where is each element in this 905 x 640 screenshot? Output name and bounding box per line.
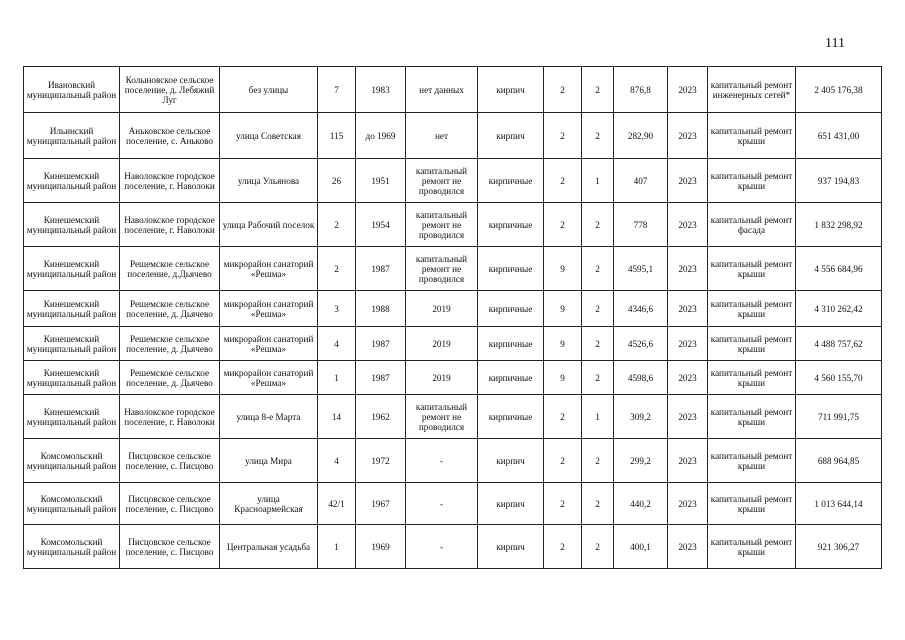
floors-cell: 2 bbox=[544, 159, 582, 203]
work-type-cell: капитальный ремонт крыши bbox=[708, 159, 796, 203]
street-cell: улица Рабочий поселок bbox=[220, 203, 318, 247]
street-cell: улица Красноармейская bbox=[220, 483, 318, 525]
area-cell: 309,2 bbox=[614, 395, 668, 439]
last-repair-cell: капитальный ремонт не проводился bbox=[406, 159, 478, 203]
settlement-cell: Решемское сельское поселение, д. Дьячево bbox=[120, 361, 220, 395]
build-year-cell: 1969 bbox=[356, 525, 406, 569]
plan-year-cell: 2023 bbox=[668, 395, 708, 439]
wall-material-cell: кирпич bbox=[478, 483, 544, 525]
plan-year-cell: 2023 bbox=[668, 291, 708, 327]
table-row bbox=[24, 291, 882, 327]
district-cell: Кинешемский муниципальный район bbox=[24, 291, 120, 327]
wall-material-cell: кирпичные bbox=[478, 159, 544, 203]
cost-cell: 4 488 757,62 bbox=[796, 327, 882, 361]
district-cell: Комсомольский муниципальный район bbox=[24, 483, 120, 525]
settlement-cell: Наволокское городское поселение, г. Наволоки bbox=[120, 203, 220, 247]
last-repair-cell: капитальный ремонт не проводился bbox=[406, 395, 478, 439]
work-type-cell: капитальный ремонт крыши bbox=[708, 361, 796, 395]
build-year-cell: 1987 bbox=[356, 247, 406, 291]
street-cell: улица 8-е Марта bbox=[220, 395, 318, 439]
area-cell: 778 bbox=[614, 203, 668, 247]
entrances-cell: 1 bbox=[582, 395, 614, 439]
street-cell: улица Ульянова bbox=[220, 159, 318, 203]
table-row bbox=[24, 439, 882, 483]
street-cell: микрорайон санаторий «Решма» bbox=[220, 247, 318, 291]
table-row bbox=[24, 525, 882, 569]
area-cell: 400,1 bbox=[614, 525, 668, 569]
work-type-cell: капитальный ремонт крыши bbox=[708, 483, 796, 525]
last-repair-cell: - bbox=[406, 483, 478, 525]
table-row bbox=[24, 203, 882, 247]
street-cell: улица Мира bbox=[220, 439, 318, 483]
house-number-cell: 1 bbox=[318, 525, 356, 569]
house-number-cell: 115 bbox=[318, 113, 356, 159]
area-cell: 4598,6 bbox=[614, 361, 668, 395]
area-cell: 299,2 bbox=[614, 439, 668, 483]
cost-cell: 1 013 644,14 bbox=[796, 483, 882, 525]
floors-cell: 2 bbox=[544, 395, 582, 439]
plan-year-cell: 2023 bbox=[668, 483, 708, 525]
work-type-cell: капитальный ремонт фасада bbox=[708, 203, 796, 247]
plan-year-cell: 2023 bbox=[668, 247, 708, 291]
house-number-cell: 1 bbox=[318, 361, 356, 395]
build-year-cell: 1983 bbox=[356, 67, 406, 113]
cost-cell: 921 306,27 bbox=[796, 525, 882, 569]
build-year-cell: 1951 bbox=[356, 159, 406, 203]
build-year-cell: 1988 bbox=[356, 291, 406, 327]
work-type-cell: капитальный ремонт крыши bbox=[708, 327, 796, 361]
build-year-cell: 1967 bbox=[356, 483, 406, 525]
entrances-cell: 2 bbox=[582, 67, 614, 113]
table-row bbox=[24, 67, 882, 113]
work-type-cell: капитальный ремонт крыши bbox=[708, 113, 796, 159]
wall-material-cell: кирпич bbox=[478, 525, 544, 569]
cost-cell: 1 832 298,92 bbox=[796, 203, 882, 247]
settlement-cell: Аньковское сельское поселение, с. Аньково bbox=[120, 113, 220, 159]
last-repair-cell: нет данных bbox=[406, 67, 478, 113]
street-cell: микрорайон санаторий «Решма» bbox=[220, 291, 318, 327]
district-cell: Кинешемский муниципальный район bbox=[24, 203, 120, 247]
settlement-cell: Писцовское сельское поселение, с. Писцово bbox=[120, 483, 220, 525]
street-cell: Центральная усадьба bbox=[220, 525, 318, 569]
floors-cell: 9 bbox=[544, 361, 582, 395]
floors-cell: 2 bbox=[544, 525, 582, 569]
area-cell: 4346,6 bbox=[614, 291, 668, 327]
wall-material-cell: кирпичные bbox=[478, 395, 544, 439]
floors-cell: 9 bbox=[544, 247, 582, 291]
plan-year-cell: 2023 bbox=[668, 525, 708, 569]
cost-cell: 4 310 262,42 bbox=[796, 291, 882, 327]
work-type-cell: капитальный ремонт крыши bbox=[708, 395, 796, 439]
plan-year-cell: 2023 bbox=[668, 203, 708, 247]
work-type-cell: капитальный ремонт инженерных сетей* bbox=[708, 67, 796, 113]
housing-repair-table bbox=[23, 66, 882, 569]
page-number: 111 bbox=[825, 36, 845, 51]
cost-cell: 2 405 176,38 bbox=[796, 67, 882, 113]
plan-year-cell: 2023 bbox=[668, 361, 708, 395]
cost-cell: 688 964,85 bbox=[796, 439, 882, 483]
cost-cell: 4 560 155,70 bbox=[796, 361, 882, 395]
wall-material-cell: кирпичные bbox=[478, 291, 544, 327]
work-type-cell: капитальный ремонт крыши bbox=[708, 525, 796, 569]
house-number-cell: 2 bbox=[318, 247, 356, 291]
last-repair-cell: капитальный ремонт не проводился bbox=[406, 247, 478, 291]
work-type-cell: капитальный ремонт крыши bbox=[708, 247, 796, 291]
settlement-cell: Колыновское сельское поселение, д. Лебяжий Луг bbox=[120, 67, 220, 113]
build-year-cell: 1954 bbox=[356, 203, 406, 247]
settlement-cell: Писцовское сельское поселение, с. Писцово bbox=[120, 439, 220, 483]
wall-material-cell: кирпич bbox=[478, 113, 544, 159]
last-repair-cell: нет bbox=[406, 113, 478, 159]
table-row bbox=[24, 483, 882, 525]
last-repair-cell: 2019 bbox=[406, 361, 478, 395]
build-year-cell: 1962 bbox=[356, 395, 406, 439]
district-cell: Комсомольский муниципальный район bbox=[24, 439, 120, 483]
build-year-cell: 1987 bbox=[356, 327, 406, 361]
wall-material-cell: кирпичные bbox=[478, 203, 544, 247]
cost-cell: 711 991,75 bbox=[796, 395, 882, 439]
last-repair-cell: - bbox=[406, 439, 478, 483]
area-cell: 282,90 bbox=[614, 113, 668, 159]
street-cell: улица Советская bbox=[220, 113, 318, 159]
settlement-cell: Наволокское городское поселение, г. Наволоки bbox=[120, 159, 220, 203]
floors-cell: 2 bbox=[544, 439, 582, 483]
area-cell: 876,8 bbox=[614, 67, 668, 113]
settlement-cell: Писцовское сельское поселение, с. Писцово bbox=[120, 525, 220, 569]
house-number-cell: 3 bbox=[318, 291, 356, 327]
area-cell: 440,2 bbox=[614, 483, 668, 525]
floors-cell: 9 bbox=[544, 291, 582, 327]
table-row bbox=[24, 113, 882, 159]
entrances-cell: 2 bbox=[582, 113, 614, 159]
entrances-cell: 1 bbox=[582, 159, 614, 203]
plan-year-cell: 2023 bbox=[668, 439, 708, 483]
entrances-cell: 2 bbox=[582, 439, 614, 483]
settlement-cell: Решемское сельское поселение, д. Дьячево bbox=[120, 291, 220, 327]
cost-cell: 4 556 684,96 bbox=[796, 247, 882, 291]
house-number-cell: 2 bbox=[318, 203, 356, 247]
wall-material-cell: кирпич bbox=[478, 439, 544, 483]
table-row bbox=[24, 361, 882, 395]
district-cell: Кинешемский муниципальный район bbox=[24, 327, 120, 361]
wall-material-cell: кирпичные bbox=[478, 361, 544, 395]
last-repair-cell: 2019 bbox=[406, 327, 478, 361]
table-row bbox=[24, 395, 882, 439]
district-cell: Комсомольский муниципальный район bbox=[24, 525, 120, 569]
wall-material-cell: кирпич bbox=[478, 67, 544, 113]
table-row bbox=[24, 327, 882, 361]
table-row bbox=[24, 247, 882, 291]
wall-material-cell: кирпичные bbox=[478, 327, 544, 361]
settlement-cell: Наволокское городское поселение, г. Наволоки bbox=[120, 395, 220, 439]
house-number-cell: 14 bbox=[318, 395, 356, 439]
area-cell: 4526,6 bbox=[614, 327, 668, 361]
entrances-cell: 2 bbox=[582, 203, 614, 247]
plan-year-cell: 2023 bbox=[668, 113, 708, 159]
floors-cell: 9 bbox=[544, 327, 582, 361]
build-year-cell: до 1969 bbox=[356, 113, 406, 159]
district-cell: Ивановский муниципальный район bbox=[24, 67, 120, 113]
cost-cell: 937 194,83 bbox=[796, 159, 882, 203]
floors-cell: 2 bbox=[544, 483, 582, 525]
district-cell: Кинешемский муниципальный район bbox=[24, 247, 120, 291]
entrances-cell: 2 bbox=[582, 525, 614, 569]
house-number-cell: 4 bbox=[318, 439, 356, 483]
settlement-cell: Решемское сельское поселение, д. Дьячево bbox=[120, 327, 220, 361]
street-cell: микрорайон санаторий «Решма» bbox=[220, 327, 318, 361]
district-cell: Кинешемский муниципальный район bbox=[24, 395, 120, 439]
district-cell: Ильинский муниципальный район bbox=[24, 113, 120, 159]
last-repair-cell: - bbox=[406, 525, 478, 569]
work-type-cell: капитальный ремонт крыши bbox=[708, 291, 796, 327]
plan-year-cell: 2023 bbox=[668, 159, 708, 203]
plan-year-cell: 2023 bbox=[668, 67, 708, 113]
entrances-cell: 2 bbox=[582, 327, 614, 361]
area-cell: 407 bbox=[614, 159, 668, 203]
floors-cell: 2 bbox=[544, 67, 582, 113]
area-cell: 4595,1 bbox=[614, 247, 668, 291]
plan-year-cell: 2023 bbox=[668, 327, 708, 361]
street-cell: без улицы bbox=[220, 67, 318, 113]
district-cell: Кинешемский муниципальный район bbox=[24, 159, 120, 203]
floors-cell: 2 bbox=[544, 203, 582, 247]
last-repair-cell: 2019 bbox=[406, 291, 478, 327]
house-number-cell: 42/1 bbox=[318, 483, 356, 525]
district-cell: Кинешемский муниципальный район bbox=[24, 361, 120, 395]
build-year-cell: 1987 bbox=[356, 361, 406, 395]
table-row bbox=[24, 159, 882, 203]
work-type-cell: капитальный ремонт крыши bbox=[708, 439, 796, 483]
build-year-cell: 1972 bbox=[356, 439, 406, 483]
entrances-cell: 2 bbox=[582, 361, 614, 395]
house-number-cell: 26 bbox=[318, 159, 356, 203]
cost-cell: 651 431,00 bbox=[796, 113, 882, 159]
floors-cell: 2 bbox=[544, 113, 582, 159]
entrances-cell: 2 bbox=[582, 291, 614, 327]
street-cell: микрорайон санаторий «Решма» bbox=[220, 361, 318, 395]
last-repair-cell: капитальный ремонт не проводился bbox=[406, 203, 478, 247]
settlement-cell: Решемское сельское поселение, д.Дьячево bbox=[120, 247, 220, 291]
entrances-cell: 2 bbox=[582, 247, 614, 291]
wall-material-cell: кирпичные bbox=[478, 247, 544, 291]
entrances-cell: 2 bbox=[582, 483, 614, 525]
house-number-cell: 4 bbox=[318, 327, 356, 361]
house-number-cell: 7 bbox=[318, 67, 356, 113]
